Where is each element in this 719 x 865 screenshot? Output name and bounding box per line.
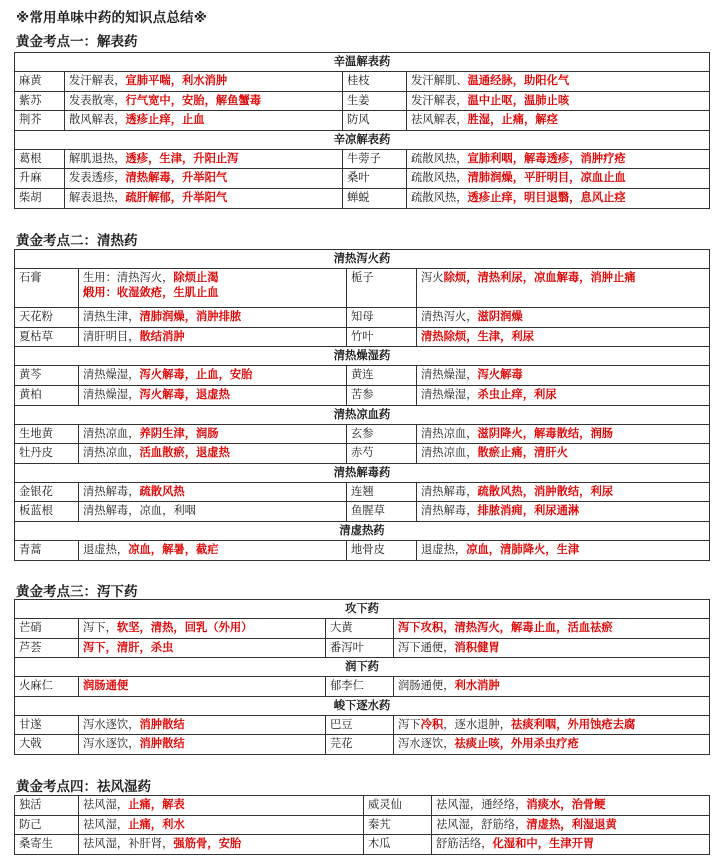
highlight-text: 软坚，清热，回乳（外用） (116, 621, 253, 634)
plain-text: 发表散寒， (69, 93, 126, 107)
herb-name: 升麻 (15, 169, 65, 189)
herb-row (15, 188, 710, 208)
herb-name: 巴豆 (326, 715, 394, 735)
category-title: 清热解毒药 (15, 463, 710, 482)
highlight-text: 消积健胃 (454, 640, 500, 654)
herb-effect (417, 502, 710, 522)
plain-text: 清热燥湿， (83, 368, 140, 382)
highlight-text: 清热解毒，升举阳气 (125, 171, 228, 185)
section-heading: 黄金考点二：清热药 (16, 233, 138, 249)
highlight-text: 散结消肿 (139, 329, 185, 343)
plain-text: 泻下通便， (398, 640, 455, 654)
herb-table (14, 52, 710, 209)
highlight-text: 透疹止痒，止血 (125, 113, 205, 127)
category-row (15, 130, 710, 149)
herb-row (15, 111, 710, 131)
herb-effect (417, 385, 710, 405)
highlight-text: 利水消肿 (454, 679, 500, 693)
plain-text: 清热燥湿， (83, 387, 140, 401)
herb-effect (407, 188, 710, 208)
herb-name: 生地黄 (15, 424, 79, 444)
highlight-text: 除烦止渴 (173, 271, 219, 284)
section-heading: 黄金考点一：解表药 (16, 34, 138, 50)
plain-text: ，逐水退肿， (443, 717, 512, 731)
plain-text: 解表退热， (69, 190, 126, 204)
herb-effect (407, 91, 710, 111)
herb-effect (79, 269, 347, 308)
herb-effect (79, 308, 347, 328)
highlight-text: 化湿和中，生津开胃 (492, 837, 595, 851)
herb-effect (79, 482, 347, 502)
herb-effect (417, 424, 710, 444)
herb-name: 芒硝 (15, 619, 79, 639)
plain-text: 清热凉血， (83, 446, 140, 460)
herb-row (15, 424, 710, 444)
plain-text: 舒筋活络， (436, 837, 493, 851)
herb-row (15, 308, 710, 328)
herb-name: 鱼腥草 (347, 502, 417, 522)
plain-text: 退虚热， (83, 542, 129, 556)
herb-effect (79, 366, 347, 386)
highlight-text: 祛痰利咽，外用蚀疮去腐 (511, 717, 636, 731)
herb-effect (65, 91, 343, 111)
highlight-text: 清热除烦，生津，利尿 (421, 329, 534, 343)
plain-text: 清肝明目， (83, 329, 140, 343)
herb-name: 独活 (15, 796, 79, 816)
plain-text: 清热解毒， (83, 484, 140, 498)
plain-text: 泻下 (398, 717, 421, 731)
plain-text: 生用：清热泻火， (83, 271, 174, 284)
herb-row (15, 502, 710, 522)
effect-second-line (83, 285, 342, 300)
plain-text: 泻水逐饮， (398, 737, 455, 751)
herb-effect (79, 327, 347, 347)
highlight-text: 止痛，利水 (128, 817, 185, 831)
highlight-text: 止痛，解表 (128, 798, 185, 811)
herb-name: 地骨皮 (347, 540, 417, 560)
plain-text: 祛风湿， (83, 798, 129, 811)
herb-effect (79, 715, 326, 735)
herb-name: 紫苏 (15, 91, 65, 111)
herb-name: 秦艽 (364, 815, 432, 835)
plain-text: 清热生津， (83, 310, 140, 324)
plain-text: 清热解毒， (421, 504, 478, 518)
category-title: 峻下逐水药 (15, 696, 710, 715)
herb-effect (417, 540, 710, 560)
highlight-text: 排脓消痈，利尿通淋 (477, 504, 580, 518)
highlight-text: 透疹，生津，升阳止泻 (125, 151, 239, 165)
highlight-text: 清肺润燥，消肿排脓 (139, 310, 242, 324)
category-row (15, 347, 710, 366)
plain-text: 祛风湿，补肝肾， (83, 837, 174, 851)
plain-text: 润肠通便， (398, 679, 455, 693)
herb-table (14, 599, 710, 755)
plain-text: 清热凉血， (83, 426, 140, 440)
herb-effect (79, 815, 364, 835)
herb-name: 柴胡 (15, 188, 65, 208)
highlight-text: 煅用：收湿敛疮，生肌止血 (83, 286, 219, 300)
highlight-text: 清肺润燥，平肝明目，凉血止血 (467, 171, 626, 185)
plain-text: 发汗解肌、 (411, 74, 468, 87)
highlight-text: 泻火解毒，止血，安胎 (139, 368, 253, 382)
herb-name: 荆芥 (15, 111, 65, 131)
highlight-text: 行气宽中，安胎，解鱼蟹毒 (125, 93, 262, 107)
herb-effect (394, 638, 710, 658)
herb-effect (79, 638, 326, 658)
highlight-text: 祛痰止咳，外用杀虫疗疮 (454, 737, 579, 751)
herb-effect (394, 619, 710, 639)
herb-name: 黄芩 (15, 366, 79, 386)
category-row (15, 463, 710, 482)
herb-effect (417, 444, 710, 464)
plain-text: 解肌退热， (69, 151, 126, 165)
category-title: 清热泻火药 (15, 250, 710, 269)
herb-name: 金银花 (15, 482, 79, 502)
highlight-text: 冷积 (420, 717, 444, 731)
herb-name: 夏枯草 (15, 327, 79, 347)
herb-row (15, 91, 710, 111)
plain-text: 祛风湿，通经络， (436, 798, 527, 811)
plain-text: 清热燥湿， (421, 387, 478, 401)
herb-name: 竹叶 (347, 327, 417, 347)
herb-row (15, 385, 710, 405)
herb-name: 大黄 (326, 619, 394, 639)
herb-name: 青蒿 (15, 540, 79, 560)
highlight-text: 强筋骨，安胎 (173, 837, 242, 851)
herb-effect (79, 540, 347, 560)
herb-name: 桂枝 (343, 72, 407, 92)
category-title: 清虚热药 (15, 521, 710, 540)
category-title: 辛温解表药 (15, 53, 710, 72)
herb-name: 石膏 (15, 269, 79, 308)
highlight-text: 泻火解毒 (477, 368, 523, 382)
highlight-text: 宣肺利咽，解毒透疹，消肿疗疮 (467, 151, 626, 165)
herb-name: 桑叶 (343, 169, 407, 189)
category-row (15, 405, 710, 424)
herb-name: 苦参 (347, 385, 417, 405)
herb-table (14, 795, 710, 855)
highlight-text: 活血散瘀，退虚热 (139, 446, 230, 460)
herb-effect (407, 149, 710, 169)
herb-effect (79, 424, 347, 444)
plain-text: 泻下， (83, 621, 117, 634)
herb-row (15, 638, 710, 658)
category-title: 清热燥湿药 (15, 347, 710, 366)
herb-row (15, 269, 710, 308)
highlight-text: 胜湿，止痛，解痉 (467, 113, 558, 127)
category-title: 清热凉血药 (15, 405, 710, 424)
herb-name: 甘遂 (15, 715, 79, 735)
highlight-text: 消痰水，治骨鲠 (526, 798, 606, 811)
herb-effect (79, 502, 347, 522)
highlight-text: 凉血，清肺降火，生津 (466, 542, 580, 556)
herb-name: 知母 (347, 308, 417, 328)
herb-effect (407, 72, 710, 92)
highlight-text: 滋阴降火，解毒散结，润肠 (477, 426, 614, 440)
highlight-text: 散瘀止痛，清肝火 (477, 446, 568, 460)
plain-text: 散风解表， (69, 113, 126, 127)
category-title: 辛凉解表药 (15, 130, 710, 149)
highlight-text: 疏散风热 (139, 484, 185, 498)
herb-effect (65, 111, 343, 131)
herb-name: 赤芍 (347, 444, 417, 464)
herb-name: 桑寄生 (15, 835, 79, 855)
highlight-text: 宣肺平喘，利水消肿 (125, 74, 228, 87)
plain-text: 退虚热， (421, 542, 467, 556)
herb-effect (407, 111, 710, 131)
plain-text: 疏散风热， (411, 190, 468, 204)
herb-effect (394, 715, 710, 735)
herb-effect (79, 444, 347, 464)
herb-name: 连翘 (347, 482, 417, 502)
plain-text: 泻火 (421, 271, 444, 284)
plain-text: 清热解毒，凉血，利咽 (83, 504, 196, 518)
herb-row (15, 677, 710, 697)
herb-effect (65, 188, 343, 208)
category-row (15, 521, 710, 540)
highlight-text: 消肿散结 (139, 717, 185, 731)
herb-name: 板蓝根 (15, 502, 79, 522)
plain-text: 清热凉血， (421, 446, 478, 460)
herb-name: 木瓜 (364, 835, 432, 855)
highlight-text: 消肿散结 (139, 737, 185, 751)
herb-row (15, 444, 710, 464)
herb-name: 葛根 (15, 149, 65, 169)
highlight-text: 疏散风热，消肿散结，利尿 (477, 484, 614, 498)
herb-effect (65, 169, 343, 189)
herb-effect (65, 72, 343, 92)
herb-effect (79, 619, 326, 639)
herb-row (15, 815, 710, 835)
plain-text: 发表透疹， (69, 171, 126, 185)
herb-name: 黄柏 (15, 385, 79, 405)
category-row (15, 250, 710, 269)
herb-name: 玄参 (347, 424, 417, 444)
herb-effect (432, 796, 710, 816)
herb-effect (417, 308, 710, 328)
herb-row (15, 366, 710, 386)
herb-row (15, 169, 710, 189)
herb-row (15, 715, 710, 735)
highlight-text: 凉血，解暑，截疟 (128, 542, 219, 556)
highlight-text: 泻下，清肝，杀虫 (83, 640, 174, 654)
plain-text: 泻水逐饮， (83, 717, 140, 731)
herb-row (15, 619, 710, 639)
section-heading: 黄金考点三：泻下药 (16, 584, 138, 600)
herb-name: 番泻叶 (326, 638, 394, 658)
herb-name: 牡丹皮 (15, 444, 79, 464)
category-row (15, 600, 710, 619)
herb-effect (79, 835, 364, 855)
herb-effect (417, 327, 710, 347)
category-row (15, 696, 710, 715)
herb-row (15, 482, 710, 502)
highlight-text: 养阴生津，润肠 (139, 426, 219, 440)
herb-table (14, 249, 710, 561)
highlight-text: 润肠通便 (83, 679, 129, 693)
plain-text: 祛风解表， (411, 113, 468, 127)
highlight-text: 温通经脉，助阳化气 (467, 74, 570, 87)
herb-name: 麻黄 (15, 72, 65, 92)
category-title: 攻下药 (15, 600, 710, 619)
category-row (15, 658, 710, 677)
plain-text: 发汗解表， (69, 74, 126, 87)
category-title: 润下药 (15, 658, 710, 677)
herb-row (15, 835, 710, 855)
highlight-text: 清虚热，利湿退黄 (526, 817, 617, 831)
herb-effect (394, 677, 710, 697)
document-title: ※常用单味中药的知识点总结※ (16, 10, 208, 26)
herb-row (15, 72, 710, 92)
herb-effect (432, 835, 710, 855)
highlight-text: 杀虫止痒，利尿 (477, 387, 557, 401)
category-row (15, 53, 710, 72)
highlight-text: 泻下攻积，清热泻火，解毒止血，活血祛瘀 (398, 621, 613, 634)
herb-name: 芫花 (326, 735, 394, 755)
herb-effect (79, 796, 364, 816)
herb-name: 防风 (343, 111, 407, 131)
herb-name: 防己 (15, 815, 79, 835)
herb-row (15, 796, 710, 816)
herb-effect (417, 482, 710, 502)
herb-name: 牛蒡子 (343, 149, 407, 169)
plain-text: 清热凉血， (421, 426, 478, 440)
highlight-text: 温中止呕，温肺止咳 (467, 93, 570, 107)
highlight-text: 泻火解毒，退虚热 (139, 387, 230, 401)
herb-effect (79, 735, 326, 755)
herb-effect (65, 149, 343, 169)
plain-text: 祛风湿，舒筋络， (436, 817, 527, 831)
plain-text: 泻水逐饮， (83, 737, 140, 751)
herb-name: 威灵仙 (364, 796, 432, 816)
highlight-text: 除烦，清热利尿，凉血解毒，消肿止痛 (443, 271, 636, 284)
plain-text: 清热泻火， (421, 310, 478, 324)
herb-name: 芦荟 (15, 638, 79, 658)
herb-name: 蝉蜕 (343, 188, 407, 208)
herb-name: 天花粉 (15, 308, 79, 328)
plain-text: 疏散风热， (411, 171, 468, 185)
herb-name: 栀子 (347, 269, 417, 308)
herb-row (15, 327, 710, 347)
herb-effect (417, 269, 710, 308)
herb-name: 火麻仁 (15, 677, 79, 697)
plain-text: 祛风湿， (83, 817, 129, 831)
herb-row (15, 540, 710, 560)
herb-effect (79, 385, 347, 405)
herb-effect (407, 169, 710, 189)
herb-name: 生姜 (343, 91, 407, 111)
plain-text: 发汗解表， (411, 93, 468, 107)
herb-effect (394, 735, 710, 755)
herb-name: 黄连 (347, 366, 417, 386)
herb-name: 大戟 (15, 735, 79, 755)
highlight-text: 透疹止痒，明目退翳，息风止痉 (467, 190, 626, 204)
herb-effect (432, 815, 710, 835)
section-heading: 黄金考点四：祛风湿药 (16, 779, 151, 795)
plain-text: 疏散风热， (411, 151, 468, 165)
herb-row (15, 735, 710, 755)
herb-row (15, 149, 710, 169)
plain-text: 清热解毒， (421, 484, 478, 498)
herb-name: 郁李仁 (326, 677, 394, 697)
herb-effect (417, 366, 710, 386)
herb-effect (79, 677, 326, 697)
highlight-text: 滋阴润燥 (477, 310, 523, 324)
plain-text: 清热燥湿， (421, 368, 478, 382)
highlight-text: 疏肝解郁，升举阳气 (125, 190, 228, 204)
